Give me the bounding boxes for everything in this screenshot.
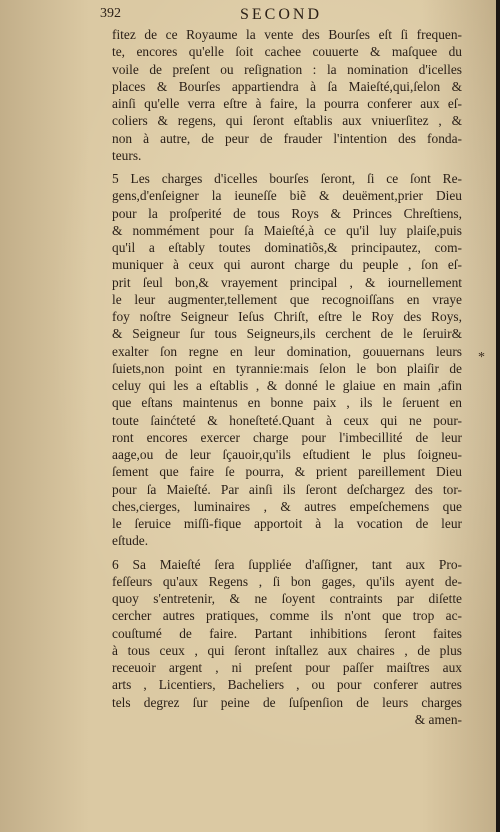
text-line: le ſeruice miſſi-fique apportoit à la vocation de leur xyxy=(112,516,462,531)
text-line: prit ſeul bon,& vrayement principal , & iournellement xyxy=(112,274,462,290)
paragraph-continued xyxy=(112,26,462,164)
body-text xyxy=(112,26,462,728)
text-line: voile de preſent ou reſignation : la nomination d'icelles xyxy=(112,61,462,77)
text-line: à tous ceux , qui ſeront inſtallez aux chaires , de plus xyxy=(112,642,462,658)
text-line: toute ſainćteté & honeſteté.Quant à ceux qui ne pour- xyxy=(112,412,462,428)
text-line: qu'il a eſtably toutes dominatiõs,& principautez, com- xyxy=(112,240,462,255)
text-line: fitez de ce Royaume la vente des Bourſes eſt ſi frequen- xyxy=(112,27,462,42)
text-line: ainſi qu'elle verra eſtre à faire, la pourra conferer aux eſ- xyxy=(112,96,462,111)
margin-asterisk: * xyxy=(478,350,485,365)
page-gutter xyxy=(496,0,500,832)
text-line: 5 Les charges d'icelles bourſes ſeront, ſi ce ſont Re- xyxy=(112,171,462,186)
text-line: tels degrez ſur peine de ſuſpenſion de leurs charges xyxy=(112,694,462,710)
text-line: feſſeurs qu'aux Regens , ſi bon gages, qu'ils ayent de- xyxy=(112,573,462,589)
text-line: le leur augmenter,tellement que recognoiſſans en vraye xyxy=(112,291,462,307)
page-header xyxy=(100,6,460,28)
text-line: ches,cierges, luminaires , & autres empeſchemens que xyxy=(112,498,462,514)
text-line: pour la proſperité de tous Roys & Princes Chreſtiens, xyxy=(112,205,462,221)
text-line: gens,d'enſeigner la ieuneſſe biẽ & deuëment,prier Dieu xyxy=(112,188,462,204)
text-line: places & Bourſes appartiendra à ſa Maieſté,qui,ſelon & xyxy=(112,78,462,94)
text-line: eſtude. xyxy=(112,533,149,549)
text-line: aage,ou de leur ſçauoir,qu'ils eſtudient le plus ſoigneu- xyxy=(112,447,462,462)
running-head: SECOND xyxy=(240,6,323,23)
text-line: ſuiets,non point en tyrannie:mais ſelon le bon plaiſir de xyxy=(112,360,462,376)
page-number: 392 xyxy=(100,6,121,21)
text-line: ront encores exercer charge pour l'imbecillité de leur xyxy=(112,429,462,445)
text-line: cercher autres pratiques, comme ils n'ont que trop ac- xyxy=(112,608,462,624)
text-line: exalter ſon regne en leur domination, gouuernans leurs xyxy=(112,343,462,359)
text-line: 6 Sa Maieſté ſera ſuppliée d'aſſigner, tant aux Pro- xyxy=(112,556,462,572)
text-line: ſement que faire ſe pourra, & prient pareillement Dieu xyxy=(112,464,462,480)
text-line: muniquer à ceux qui auront charge du peuple , ſon eſ- xyxy=(112,257,462,273)
text-line: celuy qui les a eſtablis , & donné le glaiue en main ,afin xyxy=(112,378,462,393)
text-line: quoy s'entretenir, & ne ſoyent contraints par diſette xyxy=(112,591,462,606)
text-line: non à autre, de peur de frauder l'intention des fonda- xyxy=(112,130,462,146)
text-line: couſtumé de faire. Partant inhibitions ſeront faites xyxy=(112,625,462,641)
text-line: pour ſa Maieſté. Par ainſi ils ſeront deſchargez des tor- xyxy=(112,481,462,497)
text-line: & Seigneur ſur tous Seigneurs,ils cerchent de le ſeruir& xyxy=(112,326,462,342)
text-line: foy noſtre Seigneur Ieſus Chriſt, eſtre le Roy des Roys, xyxy=(112,309,462,324)
text-line: teurs. xyxy=(112,147,142,163)
text-line: coliers & regens, qui ſeront eſtablis aux vniuerſitez , & xyxy=(112,113,462,129)
text-line: & nommément pour ſa Maieſté,à ce qu'il luy plaiſe,puis xyxy=(112,222,462,238)
paragraph-5 xyxy=(112,170,462,550)
text-line: te, encores qu'elle ſoit cachee couuerte & maſquee du xyxy=(112,44,462,60)
text-line: receuoir argent , ni preſent pour paſſer maiſtres aux xyxy=(112,660,462,675)
text-line: arts , Licentiers, Bacheliers , ou pour conferer autres xyxy=(112,677,462,693)
text-line: que eſtans maintenus en bonne paix , ils le ſeruent en xyxy=(112,395,462,411)
paragraph-6 xyxy=(112,556,462,729)
catchword: & amen- xyxy=(414,711,462,727)
